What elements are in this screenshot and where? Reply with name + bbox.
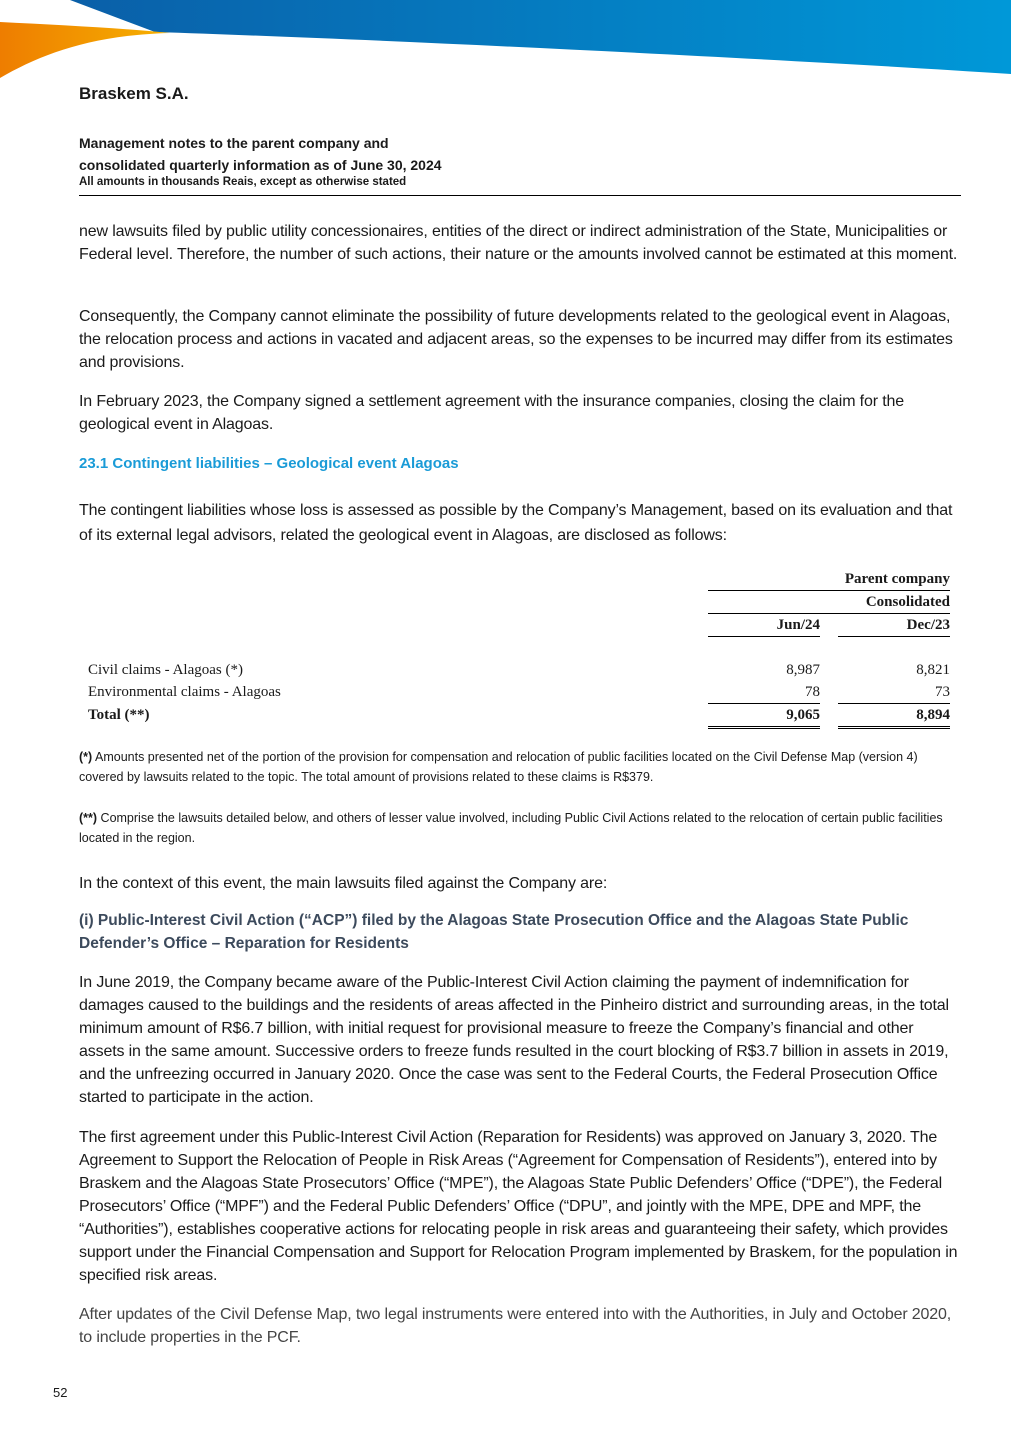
total-row [88,704,950,728]
paragraph: The first agreement under this Public-Interest Civil Action (Reparation for Residents) was approved on January 3, 2020. The Agreement to Support the Relocation of People in Risk Areas (“Agreement for Compensation of Residents”), entered into by Braskem and the Alagoas State Prosecutors’ Office (“MPE”), the Alagoas State Public Defenders’ Office (“DPE”), the Federal Prosecutors’ Office (“MPF”) and the Federal Public Defenders’ Office (“DPU”, and jointly with the MPE, DPE and MPF, the “Authorities”), establishes cooperative actions for relocating people in risk areas and guaranteeing their safety, which provides support under the Financial Compensation and Support for Relocation Program implemented by Braskem, for the population in specified risk areas. [79,1129,958,1284]
lawsuits-intro: In the context of this event, the main lawsuits filed against the Company are: [79,875,608,892]
footnote-text: Amounts presented net of the portion of the provision for compensation and relocation of public facilities located on the Civil Defense Map (version 4) covered by lawsuits related to the topic. The total amount of provisions related to these claims is R$379. [79,750,918,784]
cell-value: 8,821 [916,661,950,678]
paragraph: In February 2023, the Company signed a settlement agreement with the insurance companies, closing the claim for the geological event in Alagoas. [79,393,904,433]
document-title [79,132,959,176]
header-banner [0,0,1011,90]
footnote-marker: (**) [79,811,98,825]
footnote-text: Comprise the lawsuits detailed below, and others of lesser value involved, including Public Civil Actions related to the relocation of certain public facilities located in the region. [79,811,943,845]
header-consolidated: Consolidated [708,591,950,614]
footnote [79,747,959,787]
column-header: Jun/24 [708,614,820,637]
paragraph: new lawsuits filed by public utility concessionaires, entities of the direct or indirect administration of the State, Municipalities or Federal level. Therefore, the number of such actions, their nature or the amounts involved cannot be estimated at this moment. [79,223,958,263]
page-number: 52 [53,1385,68,1400]
cell-value: 73 [838,681,950,704]
cell-value: 78 [708,681,820,704]
column-header: Dec/23 [838,614,950,637]
total-value: 9,065 [708,704,820,728]
row-label: Environmental claims - Alagoas [88,683,281,700]
subsection-title: (i) Public-Interest Civil Action (“ACP”) filed by the Alagoas State Prosecution Office and the Alagoas State Public Defender’s Office – Reparation for Residents [79,912,909,952]
footnote-marker: (*) [79,750,93,764]
paragraph: After updates of the Civil Defense Map, two legal instruments were entered into with the Authorities, in July and October 2020, to include properties in the PCF. [79,1306,952,1346]
section-title: 23.1 Contingent liabilities – Geological event Alagoas [79,455,459,472]
table-row [88,659,950,681]
contingent-liabilities-table [88,568,950,729]
title-line-2: consolidated quarterly information as of June 30, 2024 [79,157,442,173]
paragraph: Consequently, the Company cannot eliminate the possibility of future developments related to the geological event in Alagoas, the relocation process and actions in vacated and adjacent areas, so the expenses to be incurred may differ from its estimates and provisions. [79,308,953,371]
cell-value: 8,987 [786,661,820,678]
title-line-1: Management notes to the parent company and [79,135,389,151]
total-value: 8,894 [838,704,950,728]
table-row [88,681,950,704]
header-parent-company: Parent company [708,568,950,591]
document-subtitle: All amounts in thousands Reais, except as otherwise stated [79,176,407,188]
row-label: Civil claims - Alagoas (*) [88,661,243,678]
company-name: Braskem S.A. [79,84,189,103]
header-divider [79,195,961,196]
footnote [79,808,959,848]
paragraph: In June 2019, the Company became aware of the Public-Interest Civil Action claiming the payment of indemnification for damages caused to the buildings and the residents of areas affected in the Pinheiro district and surrounding areas, in the total minimum amount of R$6.7 billion, with initial request for provisional measure to freeze the Company’s financial and other assets in the same amount. Successive orders to freeze funds resulted in the court blocking of R$3.7 billion in assets in 2019, and the unfreezing occurred in January 2020. Once the case was sent to the Federal Courts, the Federal Prosecution Office started to participate in the action. [79,974,949,1106]
total-label: Total (**) [88,707,150,723]
section-intro: The contingent liabilities whose loss is assessed as possible by the Company’s Management, based on its evaluation and that of its external legal advisors, related the geological event in Alagoas, are disclosed as follows: [79,502,953,544]
